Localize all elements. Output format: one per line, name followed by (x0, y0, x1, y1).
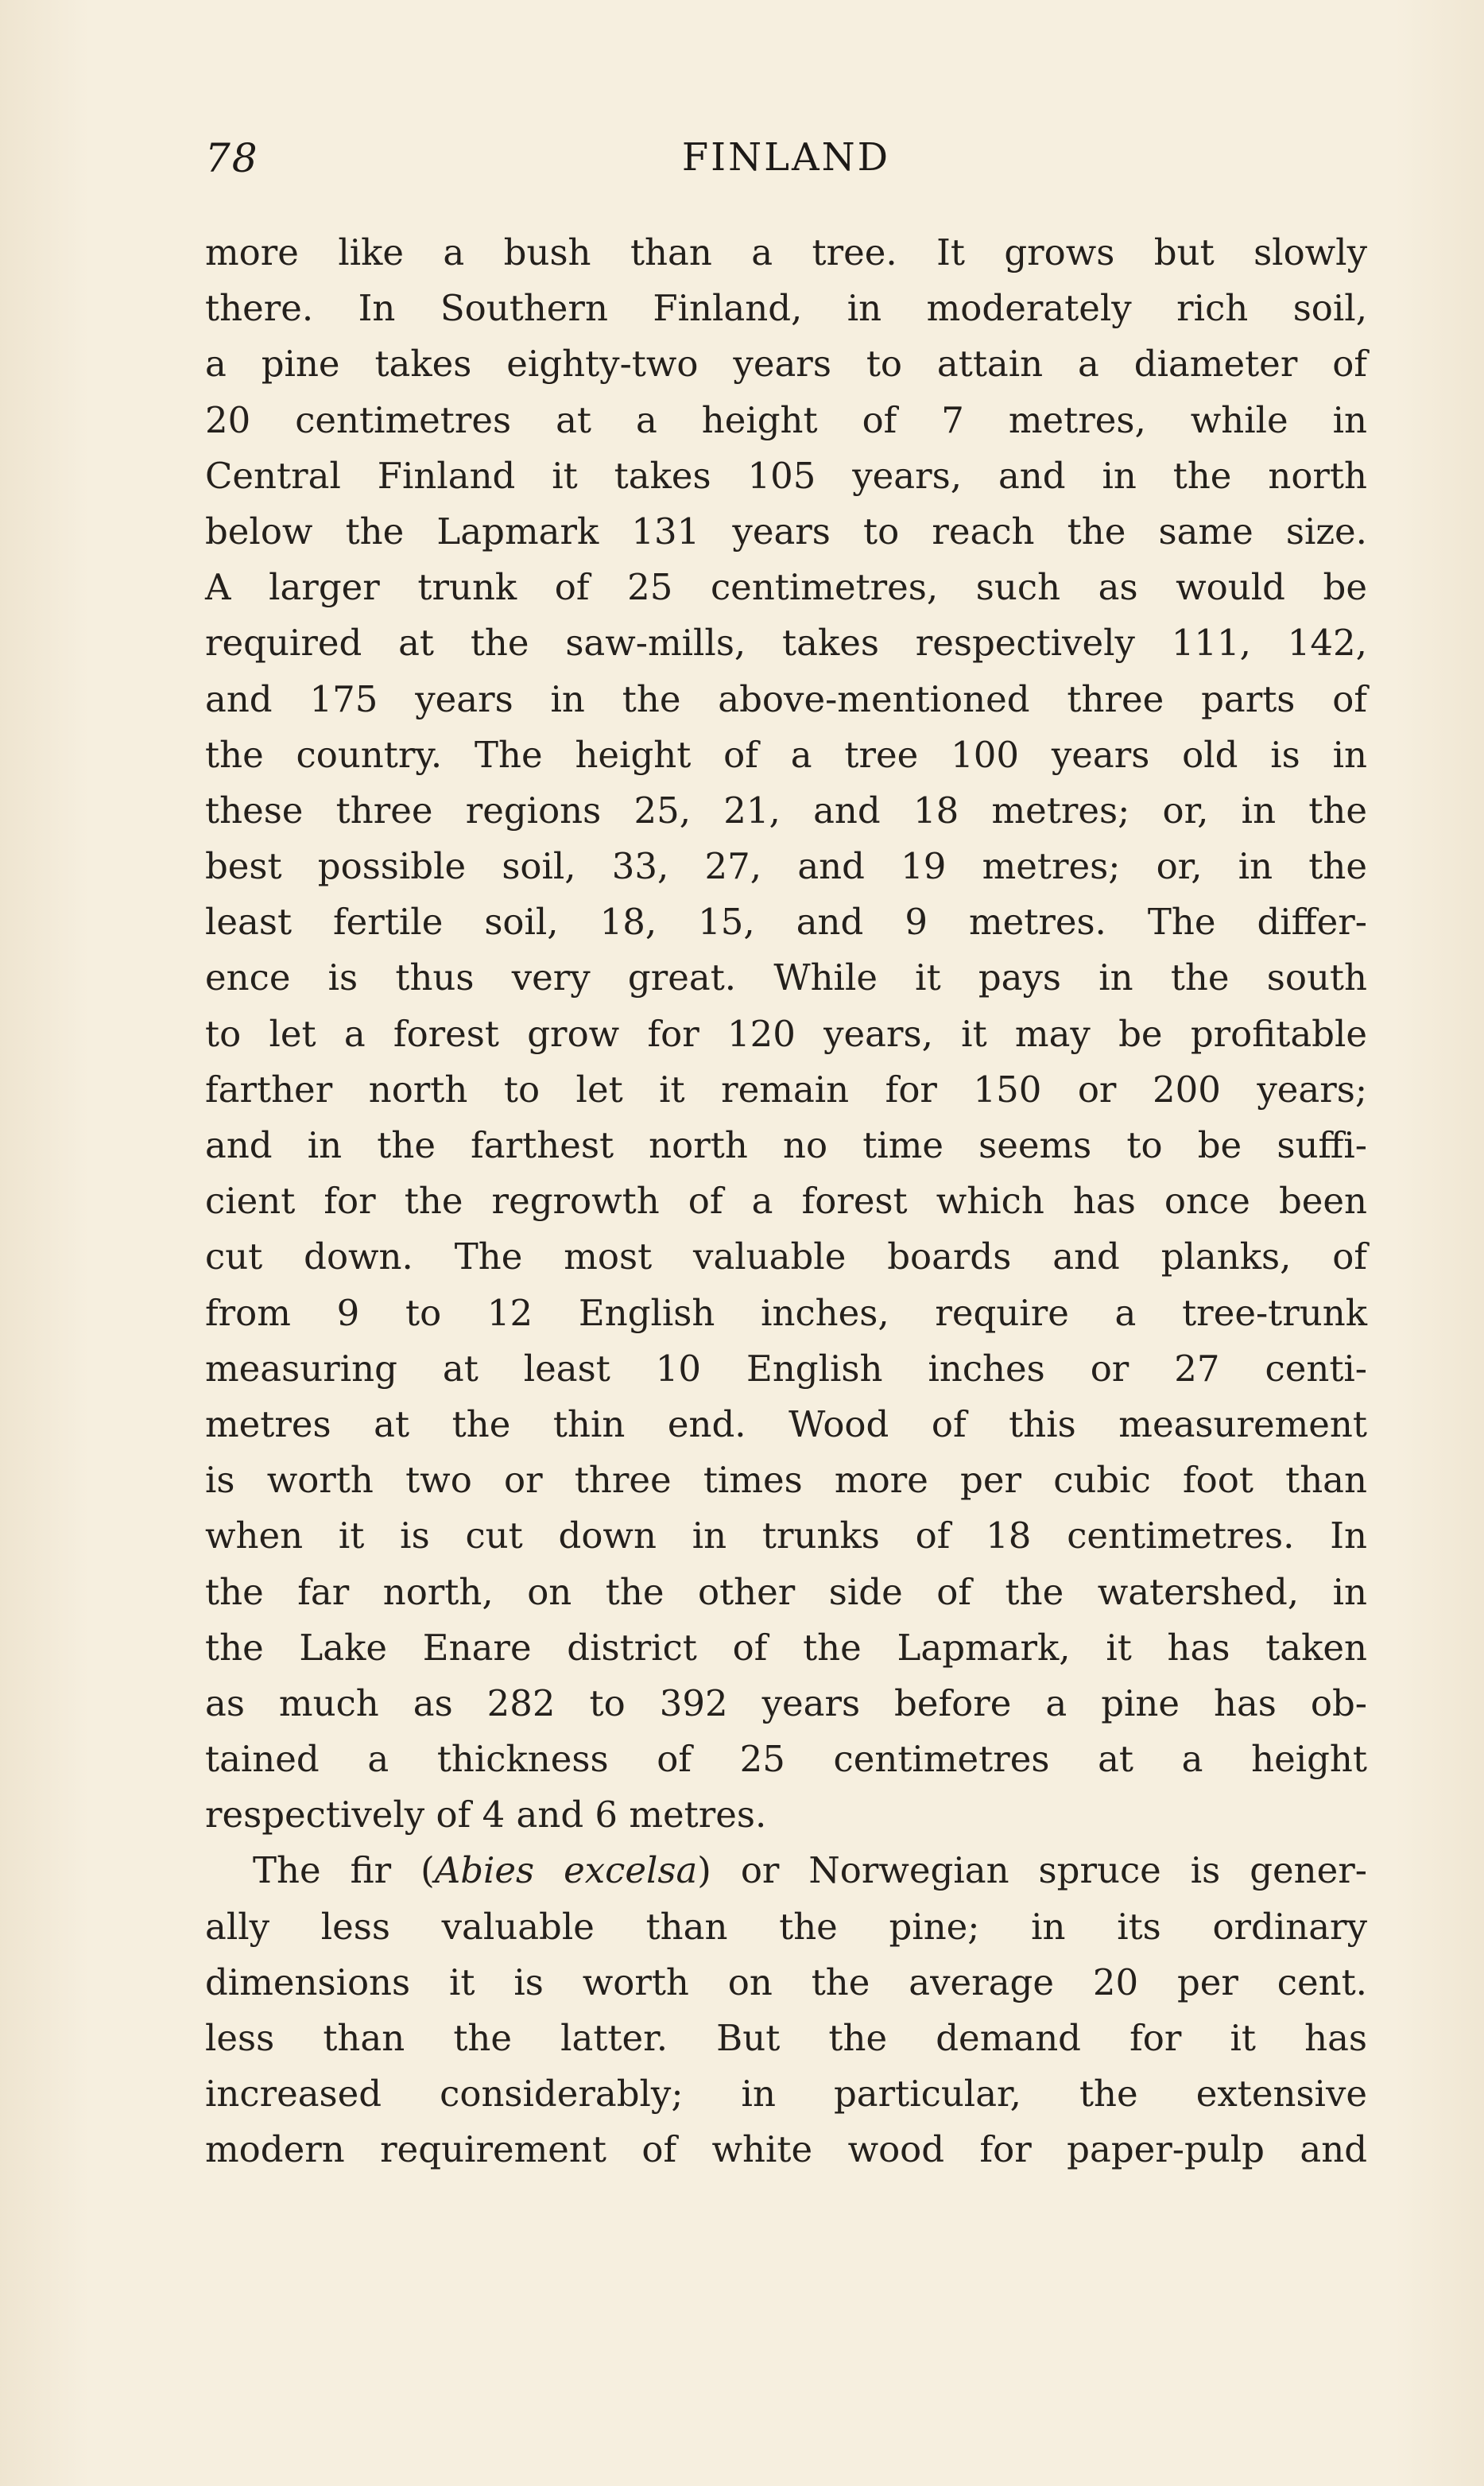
text-line: as much as 282 to 392 years before a pine has ob- (205, 1681, 1367, 1724)
text-line: 20 centimetres at a height of 7 metres, while in (205, 398, 1367, 441)
text-line: measuring at least 10 English inches or 27 centi- (205, 1347, 1367, 1390)
text-line: to let a forest grow for 120 years, it may be profitable (205, 1012, 1367, 1055)
text-line: ally less valuable than the pine; in its ordinary (205, 1905, 1367, 1948)
text-line: a pine takes eighty-two years to attain a diameter of (205, 343, 1367, 386)
text-line: ence is thus very great. While it pays in the south (205, 956, 1367, 999)
text-line: best possible soil, 33, 27, and 19 metres; or, in the (205, 845, 1367, 888)
paragraph-2 (205, 1843, 1367, 2178)
text-line: tained a thickness of 25 centimetres at a height (205, 1738, 1367, 1781)
body-text (205, 225, 1367, 2178)
text-line: respectively of 4 and 6 metres. (205, 1794, 767, 1836)
text-segment: ) or Norwegian spruce is gener- (697, 1849, 1368, 1892)
text-line: dimensions it is worth on the average 20 per cent. (205, 1960, 1367, 2003)
text-line: increased considerably; in particular, the extensive (205, 2073, 1367, 2116)
text-line: below the Lapmark 131 years to reach the same size. (205, 510, 1367, 553)
text-line: farther north to let it remain for 150 or 200 years; (205, 1068, 1367, 1111)
page-header (205, 135, 1367, 191)
text-line-with-italic (205, 1843, 1367, 1898)
text-line: and 175 years in the above-mentioned three parts of (205, 677, 1367, 720)
text-line: these three regions 25, 21, and 18 metres; or, in the (205, 789, 1367, 832)
text-line: the far north, on the other side of the watershed, in (205, 1570, 1367, 1613)
text-line: required at the saw-mills, takes respectively 111, 142, (205, 622, 1367, 665)
text-segment: The fir ( (253, 1849, 435, 1892)
text-line: the country. The height of a tree 100 years old is in (205, 733, 1367, 776)
text-line: least fertile soil, 18, 15, and 9 metres. The differ- (205, 901, 1367, 944)
text-line: modern requirement of white wood for paper-pulp and (205, 2128, 1367, 2171)
text-line: there. In Southern Finland, in moderately rich soil, (205, 287, 1367, 330)
text-line: Central Finland it takes 105 years, and in the north (205, 454, 1367, 497)
italic-species-name: Abies excelsa (434, 1849, 698, 1892)
text-line: from 9 to 12 English inches, require a tree-trunk (205, 1291, 1367, 1334)
text-line: is worth two or three times more per cubic foot than (205, 1459, 1367, 1502)
text-line: the Lake Enare district of the Lapmark, it has taken (205, 1626, 1367, 1669)
paragraph-1 (205, 225, 1367, 1843)
running-head: FINLAND (681, 135, 891, 180)
text-line: and in the farthest north no time seems to be suffi- (205, 1124, 1367, 1166)
page-number: 78 (205, 135, 259, 181)
text-line: when it is cut down in trunks of 18 centimetres. In (205, 1514, 1367, 1557)
text-line: A larger trunk of 25 centimetres, such as would be (205, 566, 1367, 609)
text-line: cient for the regrowth of a forest which has once been (205, 1180, 1367, 1223)
text-line: more like a bush than a tree. It grows but slowly (205, 231, 1367, 273)
text-line: cut down. The most valuable boards and planks, of (205, 1235, 1367, 1278)
text-line: metres at the thin end. Wood of this measurement (205, 1402, 1367, 1445)
text-line: less than the latter. But the demand for it has (205, 2017, 1367, 2059)
